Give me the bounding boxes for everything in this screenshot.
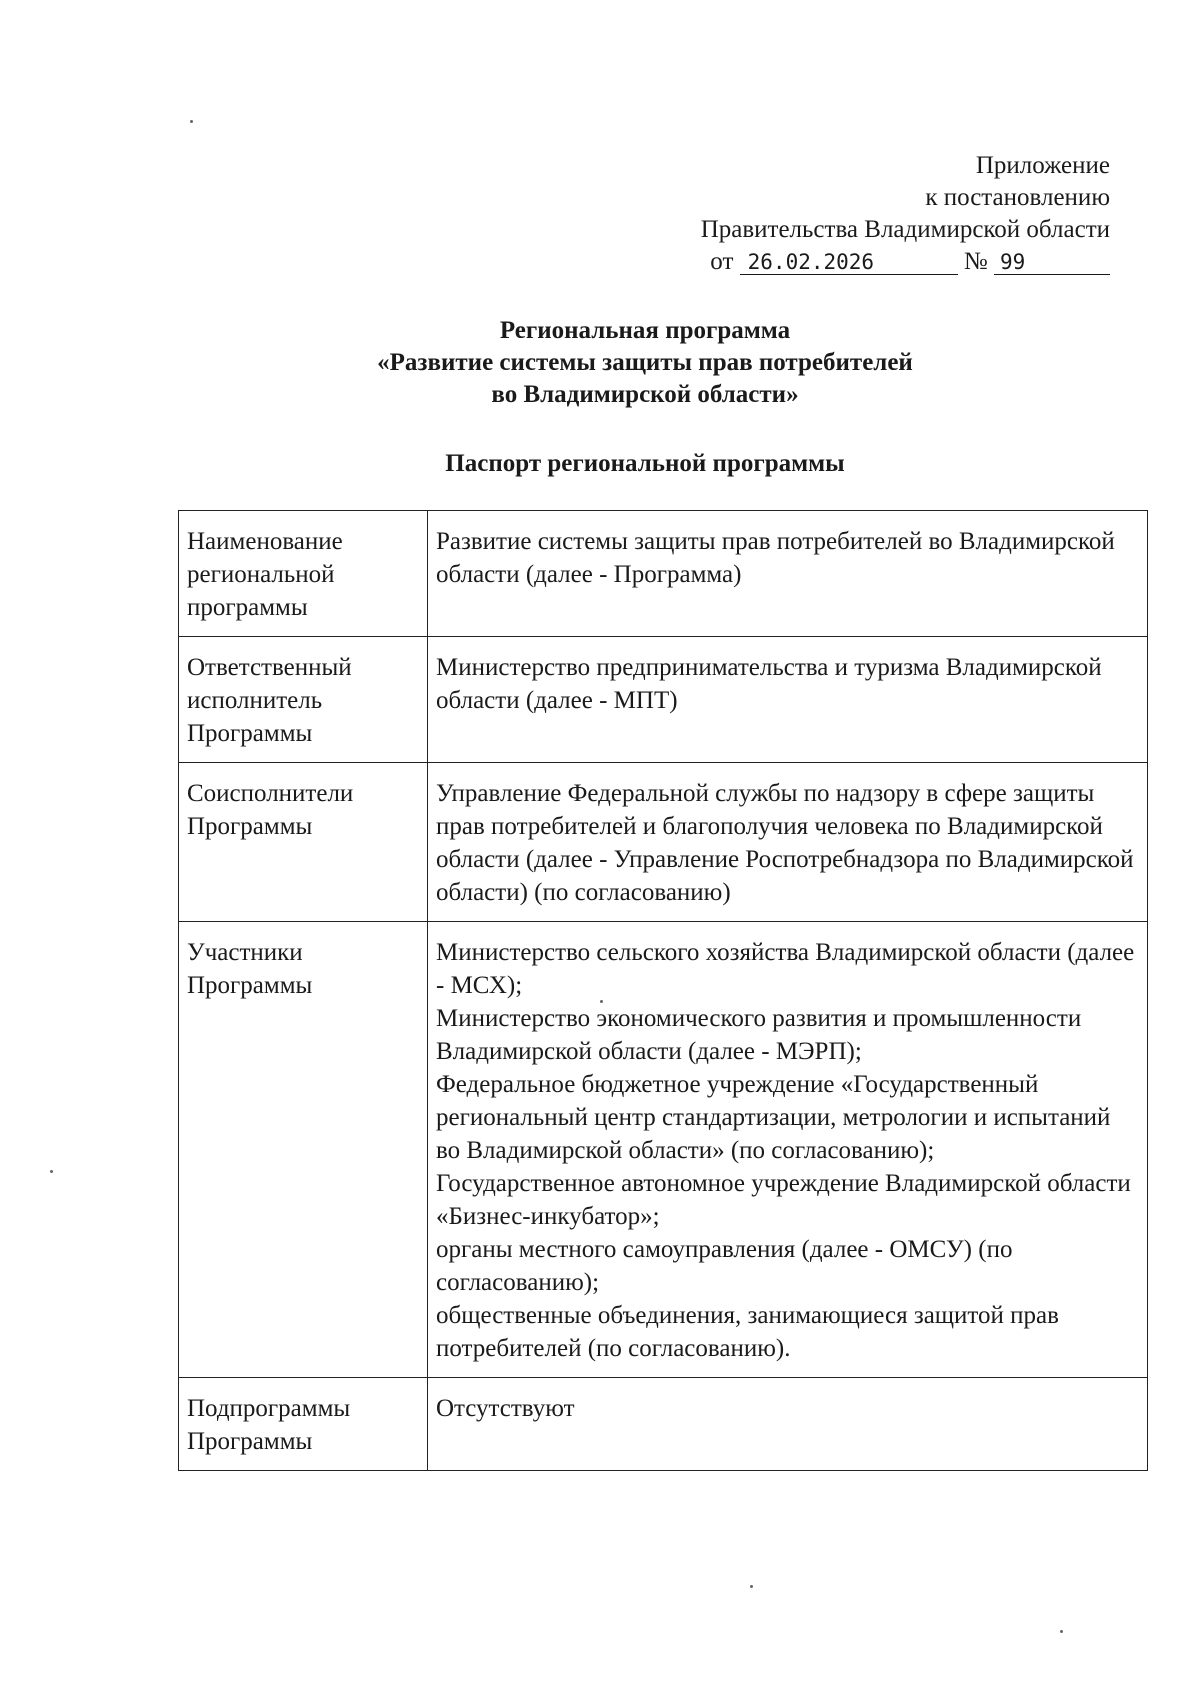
- program-title-line-2: «Развитие системы защиты прав потребителей: [377, 349, 913, 376]
- scan-speck: [50, 1170, 53, 1173]
- date-prefix: от: [710, 248, 734, 275]
- row-label: Наименование региональной программы: [179, 511, 428, 637]
- row-value-item: Развитие системы защиты прав потребителей во Владимирской области (далее - Программа): [436, 528, 1115, 588]
- table-row: [179, 763, 1148, 922]
- program-title-line-1: Региональная программа: [499, 317, 791, 344]
- row-value-item: Министерство предпринимательства и туризма Владимирской области (далее - МПТ): [436, 654, 1102, 714]
- approval-line-2: к постановлению: [925, 184, 1110, 211]
- approval-date-line: [701, 246, 1110, 278]
- approval-line-3: Правительства Владимирской области: [700, 216, 1110, 243]
- scan-speck: [600, 1000, 603, 1003]
- date-value: 26.02.2026: [740, 250, 958, 275]
- number-prefix: №: [963, 248, 988, 275]
- scan-speck: [1060, 1630, 1063, 1633]
- number-value: 99: [994, 250, 1110, 275]
- row-value-item: Государственное автономное учреждение Владимирской области «Бизнес-инкубатор»;: [436, 1170, 1131, 1230]
- row-value-item: Министерство экономического развития и промышленности Владимирской области (далее - МЭРП);: [436, 1005, 1082, 1065]
- row-value: [428, 763, 1148, 922]
- row-value: [428, 511, 1148, 637]
- scan-speck: [750, 1585, 753, 1588]
- scan-speck: [190, 120, 193, 123]
- row-value-item: общественные объединения, занимающиеся защитой прав потребителей (по согласованию).: [436, 1302, 1059, 1362]
- row-label: Ответственный исполнитель Программы: [179, 637, 428, 763]
- table-row: [179, 511, 1148, 637]
- row-value: [428, 1378, 1148, 1471]
- row-value-item: Министерство сельского хозяйства Владимирской области (далее - МСХ);: [436, 939, 1135, 999]
- table-row: [179, 922, 1148, 1378]
- row-value-item: Управление Федеральной службы по надзору в сфере защиты прав потребителей и благополучия человека по Владимирской области (далее - Управление Роспотребнадзора по Владимирской области) (по согласованию): [436, 780, 1134, 906]
- program-title-line-3: во Владимирской области»: [491, 381, 799, 408]
- row-value: [428, 922, 1148, 1378]
- passport-title: Паспорт региональной программы: [445, 450, 845, 477]
- approval-line-1: Приложение: [975, 152, 1110, 179]
- row-value-item: Федеральное бюджетное учреждение «Государственный региональный центр стандартизации, метрологии и испытаний во Владимирской области» (по согласованию);: [436, 1071, 1111, 1164]
- approval-block: [701, 150, 1110, 278]
- row-value: [428, 637, 1148, 763]
- row-label: Соисполнители Программы: [179, 763, 428, 922]
- row-value-item: органы местного самоуправления (далее - ОМСУ) (по согласованию);: [436, 1236, 1013, 1296]
- table-row: [179, 1378, 1148, 1471]
- row-value-item: Отсутствуют: [436, 1395, 575, 1422]
- row-label: Участники Программы: [179, 922, 428, 1378]
- table-row: [179, 637, 1148, 763]
- passport-table: [178, 510, 1148, 1471]
- row-label: Подпрограммы Программы: [179, 1378, 428, 1471]
- program-title: [0, 315, 1200, 411]
